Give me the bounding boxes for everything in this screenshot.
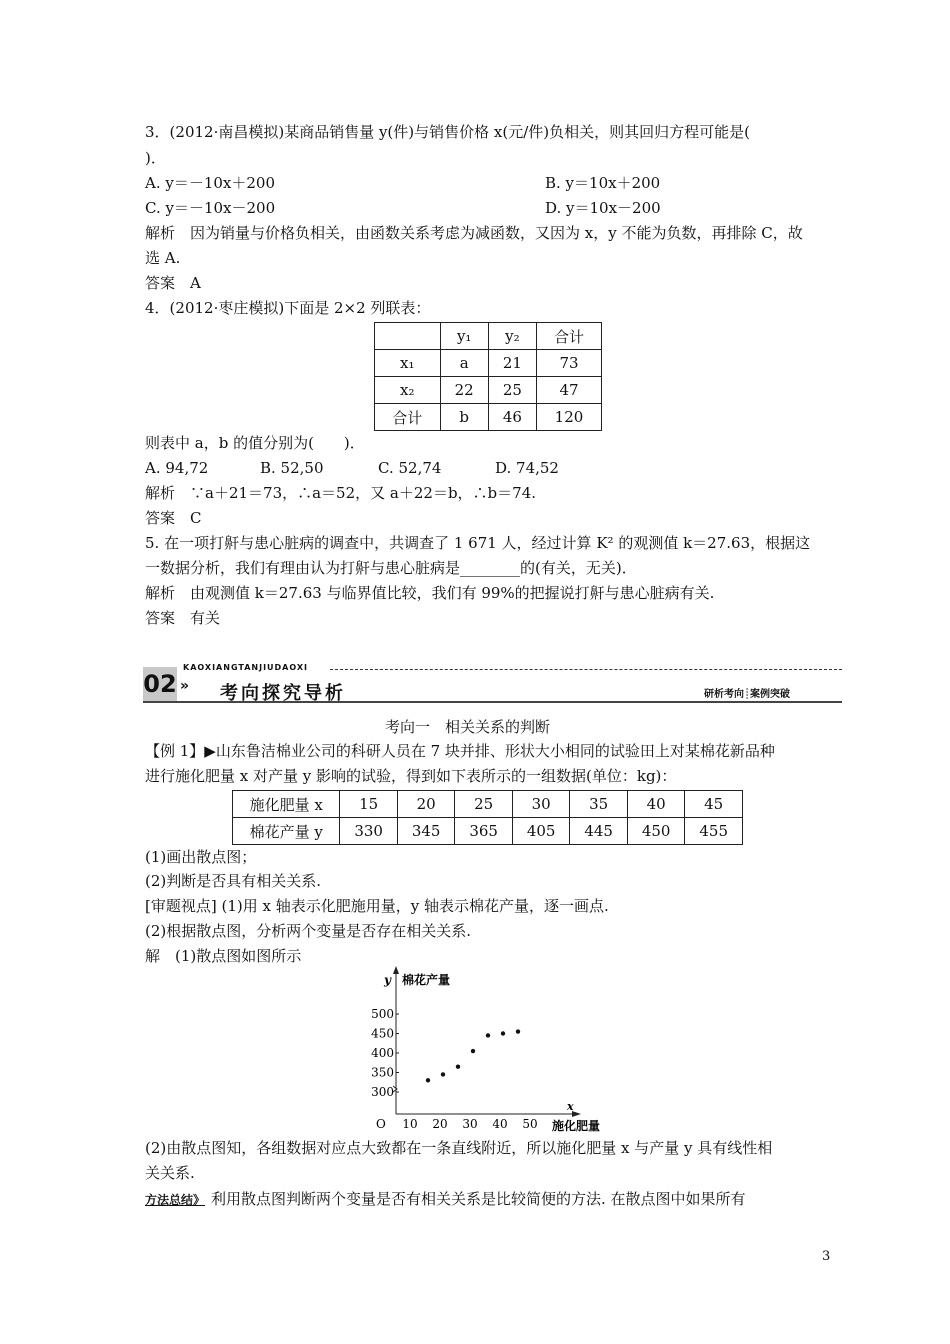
q5-stem: 5. 在一项打鼾与患心脏病的调查中，共调查了 1 671 人，经过计算 K² 的观测值 k＝27.63，根据这 — [145, 534, 811, 552]
q4-question: 则表中 a，b 的值分别为( )． — [145, 434, 365, 452]
table-cell: y₁ — [440, 323, 488, 350]
chevron-icon: » — [180, 678, 190, 694]
q3-analysis-cont: 选 A. — [145, 249, 181, 267]
q3-stem-end: )． — [145, 149, 166, 167]
table-cell: 施化肥量 x — [233, 791, 340, 818]
table-cell: 450 — [627, 818, 685, 845]
q4-option-c: C. 52,74 — [378, 459, 442, 477]
table-cell: 40 — [627, 791, 685, 818]
data-point — [441, 1072, 445, 1076]
table-cell: a — [440, 350, 488, 377]
q4-option-a: A. 94,72 — [145, 459, 209, 477]
scatter-plot — [360, 960, 620, 1140]
y-tick-label: 500 — [371, 1007, 394, 1021]
part-1: (1)画出散点图； — [145, 848, 257, 866]
solution-2: (2)由散点图知，各组数据对应点大致都在一条直线附近，所以施化肥量 x 与产量 y 具有线性相 — [145, 1139, 773, 1157]
data-point — [516, 1029, 520, 1033]
table-cell: 35 — [570, 791, 628, 818]
x-tick-label: 10 — [402, 1117, 418, 1131]
table-cell: 20 — [397, 791, 455, 818]
y-axis-arrow-icon — [393, 966, 399, 974]
q3-answer: 答案 A — [145, 274, 201, 292]
solution-1: 解 (1)散点图如图所示 — [145, 947, 302, 965]
topic-heading: 考向一 相关关系的判断 — [385, 718, 551, 736]
table-cell: 合计 — [537, 323, 602, 350]
q3-stem: 3．(2012·南昌模拟)某商品销售量 y(件)与销售价格 x(元/件)负相关，则其回归方程可能是( — [145, 123, 750, 141]
q4-analysis: 解析 ∵a＋21＝73，∴a＝52，又 a＋22＝b，∴b＝74. — [145, 484, 537, 502]
data-point — [486, 1033, 490, 1037]
q4-answer: 答案 C — [145, 509, 202, 527]
table-cell: 合计 — [375, 404, 441, 431]
table-row — [375, 350, 602, 377]
table-cell: 120 — [537, 404, 602, 431]
x-axis-symbol: x — [567, 1100, 574, 1113]
table-cell: 73 — [537, 350, 602, 377]
q5-stem-cont: 一数据分析，我们有理由认为打鼾与患心脏病是________的(有关，无关)． — [145, 559, 637, 577]
table-cell: 15 — [340, 791, 398, 818]
x-tick-label: 30 — [462, 1117, 478, 1131]
example-stem: 【例 1】▶山东鲁洁棉业公司的科研人员在 7 块并排、形状大小相同的试验田上对某棉花新品种 — [145, 742, 775, 760]
table-row — [375, 323, 602, 350]
table-cell: 25 — [455, 791, 513, 818]
table-cell: x₂ — [375, 377, 441, 404]
table-cell: 47 — [537, 377, 602, 404]
table-cell: 45 — [685, 791, 743, 818]
q3-option-c: C. y＝－10x－200 — [145, 199, 276, 217]
data-point — [471, 1049, 475, 1053]
data-point — [501, 1031, 505, 1035]
fertilizer-yield-table — [232, 790, 743, 845]
table-cell: 405 — [512, 818, 570, 845]
table-cell: 365 — [455, 818, 513, 845]
table-cell: 22 — [440, 377, 488, 404]
table-cell: 330 — [340, 818, 398, 845]
data-point — [426, 1078, 430, 1082]
banner-divider — [143, 701, 842, 703]
table-cell: 46 — [488, 404, 536, 431]
example-stem-cont: 进行施化肥量 x 对产量 y 影响的试验，得到如下表所示的一组数据(单位：kg)： — [145, 767, 677, 785]
x-tick-label: 20 — [432, 1117, 448, 1131]
y-tick-label: 350 — [371, 1065, 394, 1080]
q5-answer: 答案 有关 — [145, 609, 221, 627]
page-number: 3 — [822, 1249, 831, 1264]
solution-2-cont: 关关系. — [145, 1164, 195, 1182]
contingency-table — [374, 322, 602, 431]
section-title: 考向探究导析 — [220, 683, 346, 704]
section-number: 02 — [143, 667, 177, 701]
q4-stem: 4．(2012·枣庄模拟)下面是 2×2 列联表： — [145, 299, 431, 317]
q4-option-d: D. 74,52 — [495, 459, 559, 477]
table-cell: 25 — [488, 377, 536, 404]
q3-option-a: A. y＝－10x＋200 — [145, 174, 276, 192]
section-subtitle: 研析考向┊案例突破 — [704, 689, 791, 700]
table-cell: x₁ — [375, 350, 441, 377]
method-summary-text: 利用散点图判断两个变量是否有相关关系是比较简便的方法. 在散点图中如果所有 — [211, 1190, 746, 1208]
y-tick-label: 300 — [371, 1085, 394, 1099]
y-axis-label: 棉花产量 — [402, 973, 451, 987]
x-tick-label: 50 — [522, 1117, 538, 1131]
table-row — [375, 404, 602, 431]
table-row — [233, 818, 743, 845]
x-axis-label: 施化肥量 — [552, 1119, 601, 1133]
part-2: (2)判断是否具有相关关系. — [145, 872, 322, 890]
y-axis-symbol: y — [384, 973, 391, 987]
q3-option-d: D. y＝10x－200 — [545, 199, 661, 217]
table-cell: 345 — [397, 818, 455, 845]
table-cell: 455 — [685, 818, 743, 845]
table-row — [233, 791, 743, 818]
x-tick-label: 40 — [492, 1117, 508, 1131]
q3-option-b: B. y＝10x＋200 — [545, 174, 661, 192]
table-cell: 30 — [512, 791, 570, 818]
review-viewpoint-2: (2)根据散点图，分析两个变量是否存在相关关系. — [145, 922, 472, 940]
table-cell: y₂ — [488, 323, 536, 350]
y-tick-label: 450 — [371, 1026, 394, 1041]
table-cell: 21 — [488, 350, 536, 377]
section-pinyin: KAOXIANGTANJIUDAOXI — [183, 663, 309, 672]
q5-analysis: 解析 由观测值 k＝27.63 与临界值比较，我们有 99%的把握说打鼾与患心脏病有关. — [145, 584, 715, 602]
origin-label: O — [376, 1117, 386, 1131]
banner-dashed-divider — [330, 669, 842, 670]
table-cell: b — [440, 404, 488, 431]
q3-analysis: 解析 因为销量与价格负相关，由函数关系考虑为减函数，又因为 x，y 不能为负数，再排除 C，故 — [145, 224, 803, 242]
review-viewpoint: [审题视点] (1)用 x 轴表示化肥施用量，y 轴表示棉花产量，逐一画点. — [145, 897, 609, 915]
y-tick-label: 400 — [371, 1046, 394, 1060]
table-row — [375, 377, 602, 404]
table-cell: 棉花产量 y — [233, 818, 340, 845]
table-cell: 445 — [570, 818, 628, 845]
table-cell — [375, 323, 441, 350]
method-summary — [145, 1189, 746, 1209]
method-summary-label: 方法总结》 — [145, 1193, 206, 1207]
data-point — [456, 1064, 460, 1068]
q4-option-b: B. 52,50 — [260, 459, 324, 477]
